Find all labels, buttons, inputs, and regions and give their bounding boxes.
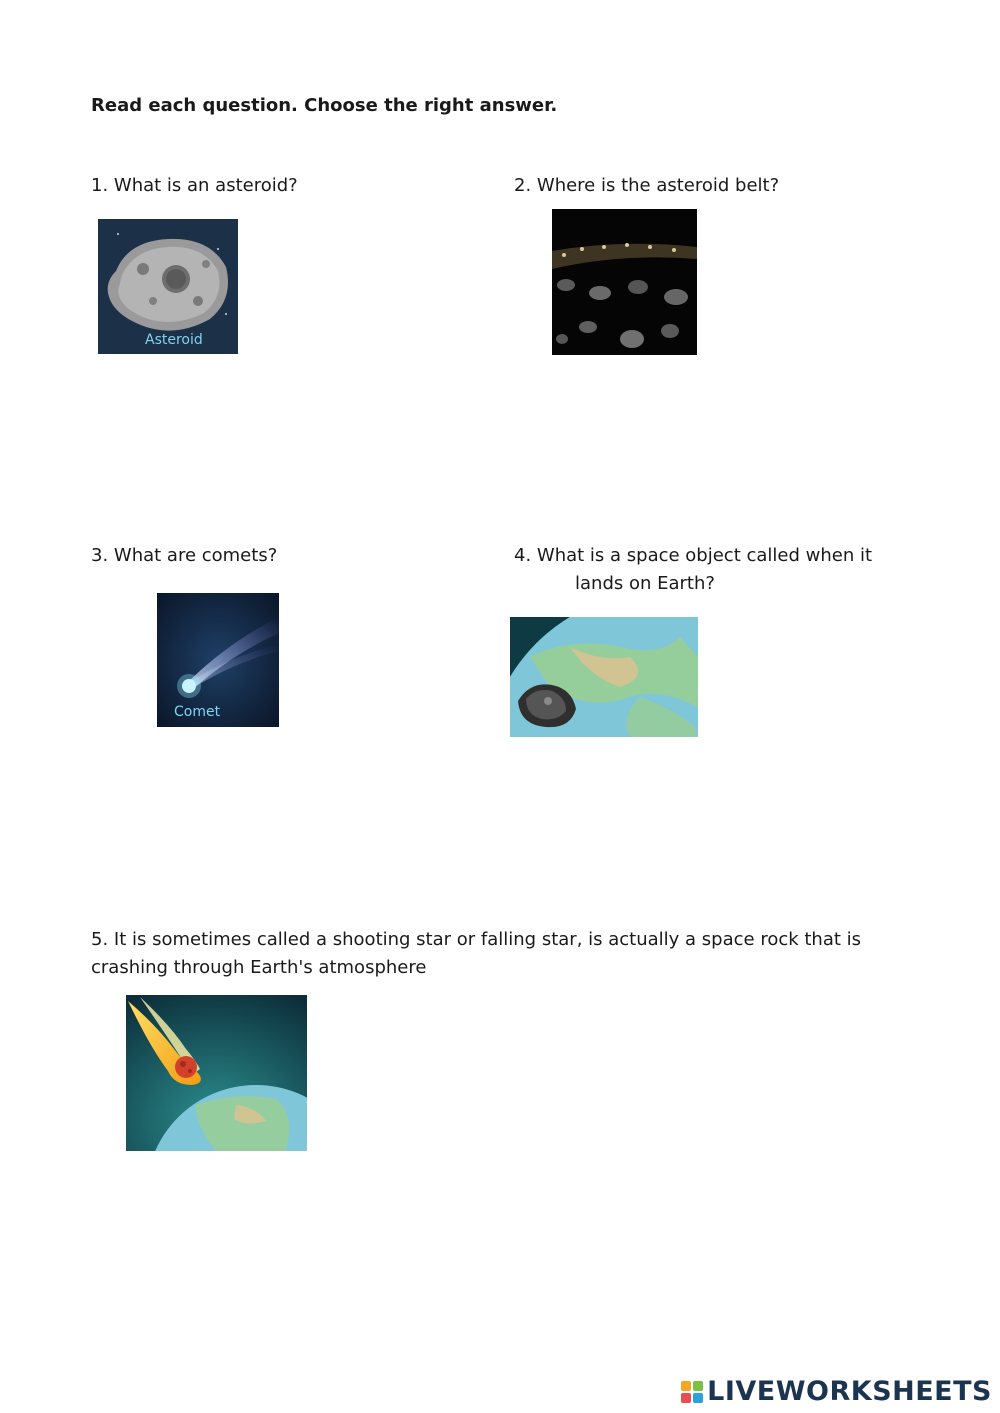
question-2-text: 2. Where is the asteroid belt? xyxy=(514,175,780,196)
brand-name: LIVEWORKSHEETS xyxy=(707,1376,992,1407)
meteorite-image xyxy=(510,617,698,737)
meteor-image xyxy=(126,995,307,1151)
asteroid-image xyxy=(98,219,238,354)
question-4-line2: lands on Earth? xyxy=(575,573,715,594)
question-5-line1: 5. It is sometimes called a shooting star or falling star, is actually a space rock that is xyxy=(91,929,862,950)
asteroid-belt-image xyxy=(552,209,697,355)
comet-caption: Comet xyxy=(174,704,221,720)
logo-square xyxy=(681,1381,691,1391)
question-1-text: 1. What is an asteroid? xyxy=(91,175,298,196)
comet-image xyxy=(157,593,279,727)
liveworksheets-logo xyxy=(681,1376,992,1407)
question-5-line2: crashing through Earth's atmosphere xyxy=(91,957,427,978)
logo-square xyxy=(681,1393,691,1403)
instructions-text: Read each question. Choose the right answer. xyxy=(91,95,558,116)
question-4-line1: 4. What is a space object called when it xyxy=(514,545,873,566)
question-3-text: 3. What are comets? xyxy=(91,545,278,566)
asteroid-caption: Asteroid xyxy=(145,332,203,348)
logo-icon xyxy=(681,1381,703,1403)
logo-square xyxy=(693,1381,703,1391)
logo-square xyxy=(693,1393,703,1403)
